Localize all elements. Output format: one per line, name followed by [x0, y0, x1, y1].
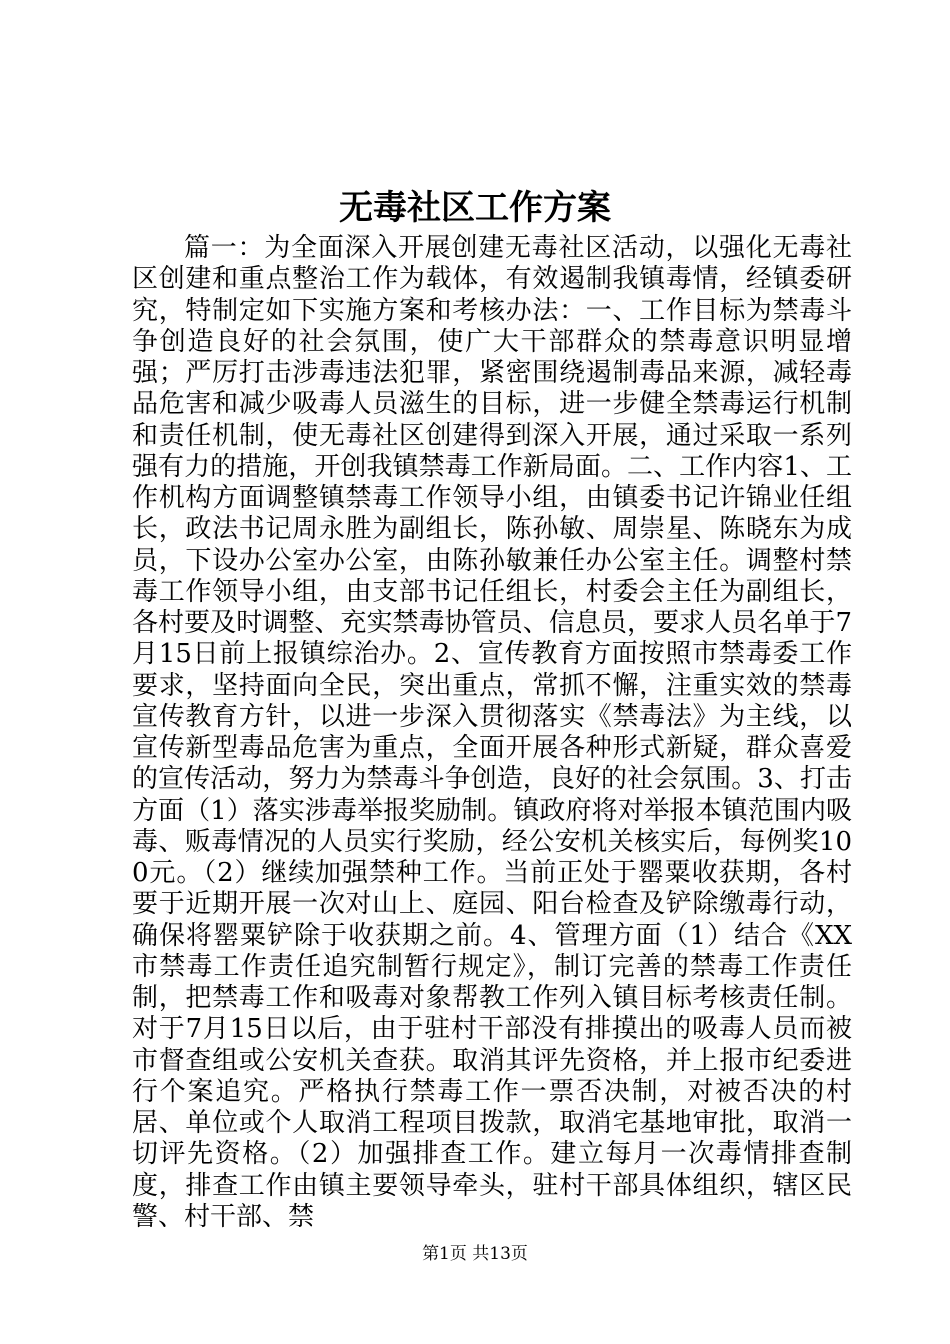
- document-body: 篇一：为全面深入开展创建无毒社区活动，以强化无毒社区创建和重点整治工作为载体，有效遏制我镇毒情，经镇委研究，特制定如下实施方案和考核办法：一、工作目标为禁毒斗争创造良好的社会氛围，使广大干部群众的禁毒意识明显增强；严厉打击涉毒违法犯罪，紧密围绕遏制毒品来源，减轻毒品危害和减少吸毒人员滋生的目标，进一步健全禁毒运行机制和责任机制，使无毒社区创建得到深入开展，通过采取一系列强有力的措施，开创我镇禁毒工作新局面。二、工作内容1、工作机构方面调整镇禁毒工作领导小组，由镇委书记许锦业任组长，政法书记周永胜为副组长，陈孙敏、周崇星、陈晓东为成员，下设办公室办公室，由陈孙敏兼任办公室主任。调整村禁毒工作领导小组，由支部书记任组长，村委会主任为副组长，各村要及时调整、充实禁毒协管员、信息员，要求人员名单于7月15日前上报镇综治办。2、宣传教育方面按照市禁毒委工作要求，坚持面向全民，突出重点，常抓不懈，注重实效的禁毒宣传教育方针，以进一步深入贯彻落实《禁毒法》为主线，以宣传新型毒品危害为重点，全面开展各种形式新疑，群众喜爱的宣传活动，努力为禁毒斗争创造，良好的社会氛围。3、打击方面（1）落实涉毒举报奖励制。镇政府将对举报本镇范围内吸毒、贩毒情况的人员实行奖励，经公安机关核实后，每例奖100元。（2）继续加强禁种工作。当前正处于罂粟收获期，各村要于近期开展一次对山上、庭园、阳台检查及铲除缴毒行动，确保将罂粟铲除于收获期之前。4、管理方面（1）结合《XX市禁毒工作责任追究制暂行规定》，制订完善的禁毒工作责任制，把禁毒工作和吸毒对象帮教工作列入镇目标考核责任制。对于7月15日以后，由于驻村干部没有排摸出的吸毒人员而被市督查组或公安机关查获。取消其评先资格，并上报市纪委进行个案追究。严格执行禁毒工作一票否决制，对被否决的村居、单位或个人取消工程项目拨款，取消宅基地审批，取消一切评先资格。（2）加强排查工作。建立每月一次毒情排查制度，排查工作由镇主要领导牵头，驻村干部具体组织，辖区民警、村干部、禁: [132, 233, 852, 1232]
- document-title: 无毒社区工作方案: [339, 188, 611, 228]
- page-number: 第1页 共13页: [422, 1244, 528, 1264]
